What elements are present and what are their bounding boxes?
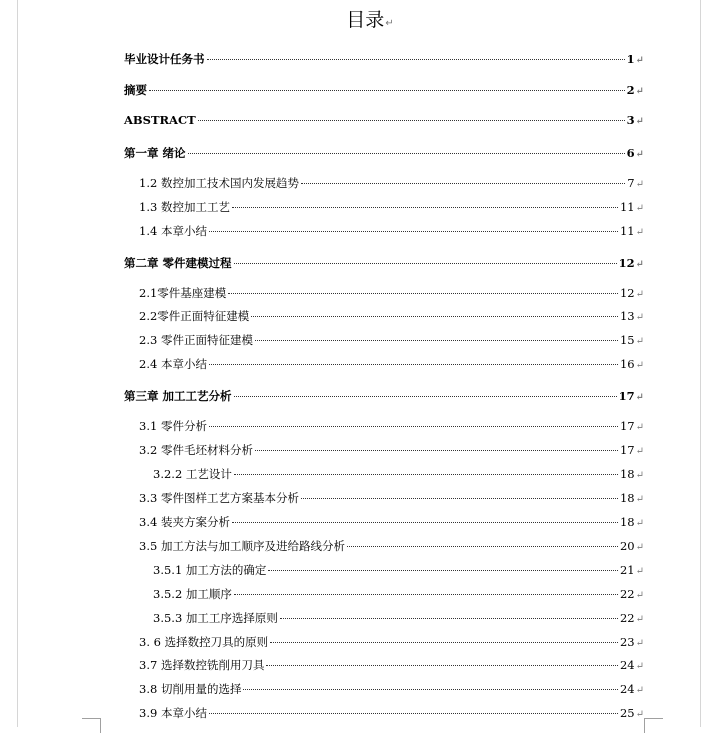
toc-leader-dots xyxy=(209,713,618,714)
paragraph-mark: ↵ xyxy=(635,336,644,347)
toc-page-number: 21 xyxy=(619,563,635,577)
paragraph-mark: ↵ xyxy=(635,614,644,625)
paragraph-mark: ↵ xyxy=(635,149,644,160)
toc-entry[interactable] xyxy=(139,705,644,723)
toc-page-number: 12 xyxy=(619,286,635,300)
toc-entry[interactable] xyxy=(139,442,644,460)
toc-entry-label: 第二章 零件建模过程 xyxy=(124,256,232,270)
toc-page-number: 6 xyxy=(626,146,635,160)
toc-entry[interactable] xyxy=(139,538,644,556)
toc-entry[interactable] xyxy=(139,332,644,350)
toc-page-number: 18 xyxy=(619,491,635,505)
toc-leader-dots xyxy=(234,594,618,595)
paragraph-mark: ↵ xyxy=(635,259,644,270)
paragraph-mark: ↵ xyxy=(635,289,644,300)
toc-entry[interactable] xyxy=(139,490,644,508)
paragraph-mark: ↵ xyxy=(635,227,644,238)
toc-entry-label: 3. 6 选择数控刀具的原则 xyxy=(139,635,269,649)
toc-page-number: 3 xyxy=(626,113,635,127)
paragraph-mark: ↵ xyxy=(635,518,644,529)
paragraph-mark: ↵ xyxy=(635,203,644,214)
paragraph-mark: ↵ xyxy=(635,116,644,127)
toc-entry-label: 3.8 切削用量的选择 xyxy=(139,682,242,696)
toc-page-number: 23 xyxy=(619,635,635,649)
toc-entry[interactable] xyxy=(139,175,644,193)
toc-entry-label: 2.1零件基座建模 xyxy=(139,286,227,300)
toc-page-number: 22 xyxy=(619,611,635,625)
page-corner-marker-left xyxy=(82,718,101,733)
toc-entry-label: 3.1 零件分析 xyxy=(139,419,207,433)
paragraph-mark: ↵ xyxy=(635,590,644,601)
toc-page-number: 20 xyxy=(619,539,635,553)
toc-entry-label: ABSTRACT xyxy=(124,113,196,127)
paragraph-mark: ↵ xyxy=(635,86,644,97)
toc-leader-dots xyxy=(234,396,617,397)
toc-entry-label: 第三章 加工工艺分析 xyxy=(124,389,232,403)
toc-entry-label: 2.3 零件正面特征建模 xyxy=(139,333,253,347)
toc-entry-label: 1.4 本章小结 xyxy=(139,224,207,238)
toc-leader-dots xyxy=(149,90,625,91)
toc-leader-dots xyxy=(209,426,618,427)
toc-page-number: 2 xyxy=(626,83,635,97)
toc-page-number: 17 xyxy=(619,419,635,433)
toc-page-number: 17 xyxy=(619,443,635,457)
toc-leader-dots xyxy=(255,340,618,341)
toc-page-number: 11 xyxy=(619,200,635,214)
toc-page-number: 13 xyxy=(619,309,635,323)
toc-entry[interactable] xyxy=(139,199,644,217)
toc-leader-dots xyxy=(268,570,618,571)
toc-entry[interactable] xyxy=(139,657,644,675)
toc-entry[interactable] xyxy=(139,356,644,374)
toc-entry-label: 3.2.2 工艺设计 xyxy=(153,467,232,481)
toc-leader-dots xyxy=(232,522,618,523)
toc-page-number: 16 xyxy=(619,357,635,371)
toc-leader-dots xyxy=(243,689,618,690)
toc-entry[interactable] xyxy=(124,255,644,273)
toc-entry-label: 2.4 本章小结 xyxy=(139,357,207,371)
toc-entry[interactable] xyxy=(139,418,644,436)
toc-page-number: 17 xyxy=(618,389,635,403)
page-edge-right xyxy=(700,0,701,727)
toc-page-number: 24 xyxy=(619,682,635,696)
toc-page-number: 25 xyxy=(619,706,635,720)
toc-leader-dots xyxy=(234,263,617,264)
paragraph-mark: ↵ xyxy=(635,542,644,553)
paragraph-mark: ↵ xyxy=(635,685,644,696)
toc-leader-dots xyxy=(255,450,618,451)
toc-leader-dots xyxy=(209,364,618,365)
paragraph-mark: ↵ xyxy=(635,638,644,649)
toc-entry[interactable] xyxy=(139,634,644,652)
toc-entry-label: 3.9 本章小结 xyxy=(139,706,207,720)
paragraph-mark: ↵ xyxy=(635,470,644,481)
toc-leader-dots xyxy=(280,618,618,619)
toc-leader-dots xyxy=(188,153,625,154)
toc-entry-label: 2.2零件正面特征建模 xyxy=(139,309,250,323)
paragraph-mark: ↵ xyxy=(635,709,644,720)
toc-entry-label: 3.2 零件毛坯材料分析 xyxy=(139,443,253,457)
toc-entry[interactable] xyxy=(153,610,644,628)
toc-leader-dots xyxy=(232,207,618,208)
toc-page-number: 7 xyxy=(627,176,635,190)
toc-entry-label: 第一章 绪论 xyxy=(124,146,186,160)
toc-entry-label: 毕业设计任务书 xyxy=(124,52,205,66)
toc-page-number: 22 xyxy=(619,587,635,601)
toc-leader-dots xyxy=(301,498,618,499)
toc-entry[interactable] xyxy=(139,681,644,699)
paragraph-mark: ↵ xyxy=(635,179,644,190)
toc-leader-dots xyxy=(234,474,618,475)
page-edge-left xyxy=(17,0,18,727)
toc-entry[interactable] xyxy=(153,562,644,580)
toc-entry[interactable] xyxy=(124,113,644,131)
toc-entry-label: 3.5.2 加工顺序 xyxy=(153,587,232,601)
toc-page-number: 18 xyxy=(619,515,635,529)
toc-page-number: 11 xyxy=(619,224,635,238)
toc-page-number: 1 xyxy=(626,52,635,66)
toc-entry[interactable] xyxy=(139,285,644,303)
paragraph-mark: ↵ xyxy=(635,661,644,672)
toc-entry[interactable] xyxy=(139,223,644,241)
paragraph-mark: ↵ xyxy=(635,55,644,66)
toc-entry-label: 3.3 零件图样工艺方案基本分析 xyxy=(139,491,299,505)
toc-title-text: 目录 xyxy=(346,9,385,31)
paragraph-mark: ↵ xyxy=(635,566,644,577)
toc-leader-dots xyxy=(228,293,618,294)
paragraph-mark: ↵ xyxy=(385,18,394,29)
toc-entry[interactable] xyxy=(124,82,644,100)
toc-leader-dots xyxy=(198,120,625,121)
toc-leader-dots xyxy=(266,665,618,666)
toc-entry-label: 1.3 数控加工工艺 xyxy=(139,200,230,214)
toc-entry-label: 摘要 xyxy=(124,83,147,97)
toc-leader-dots xyxy=(270,642,618,643)
toc-entry[interactable] xyxy=(124,145,644,163)
toc-entry-label: 1.2 数控加工技术国内发展趋势 xyxy=(139,176,299,190)
toc-leader-dots xyxy=(209,231,618,232)
toc-page-number: 24 xyxy=(619,658,635,672)
toc-entry-label: 3.4 装夹方案分析 xyxy=(139,515,230,529)
page-corner-marker-right xyxy=(644,718,663,733)
toc-entry[interactable] xyxy=(139,308,644,326)
toc-page-number: 12 xyxy=(618,256,635,270)
toc-leader-dots xyxy=(251,316,618,317)
paragraph-mark: ↵ xyxy=(635,312,644,323)
toc-entry[interactable] xyxy=(153,466,644,484)
paragraph-mark: ↵ xyxy=(635,494,644,505)
toc-entry-label: 3.5.3 加工工序选择原则 xyxy=(153,611,278,625)
paragraph-mark: ↵ xyxy=(635,446,644,457)
toc-entry[interactable] xyxy=(153,586,644,604)
toc-leader-dots xyxy=(207,59,625,60)
toc-entry-label: 3.7 选择数控铣削用刀具 xyxy=(139,658,265,672)
toc-entry[interactable] xyxy=(124,51,644,69)
toc-entry[interactable] xyxy=(139,514,644,532)
toc-leader-dots xyxy=(347,546,618,547)
paragraph-mark: ↵ xyxy=(635,422,644,433)
paragraph-mark: ↵ xyxy=(635,360,644,371)
toc-entry[interactable] xyxy=(124,388,644,406)
toc-entry-label: 3.5.1 加工方法的确定 xyxy=(153,563,267,577)
toc-leader-dots xyxy=(301,183,625,184)
toc-page-number: 18 xyxy=(619,467,635,481)
toc-entry-label: 3.5 加工方法与加工顺序及进给路线分析 xyxy=(139,539,345,553)
paragraph-mark: ↵ xyxy=(635,392,644,403)
toc-page-number: 15 xyxy=(619,333,635,347)
toc-title xyxy=(0,5,710,32)
